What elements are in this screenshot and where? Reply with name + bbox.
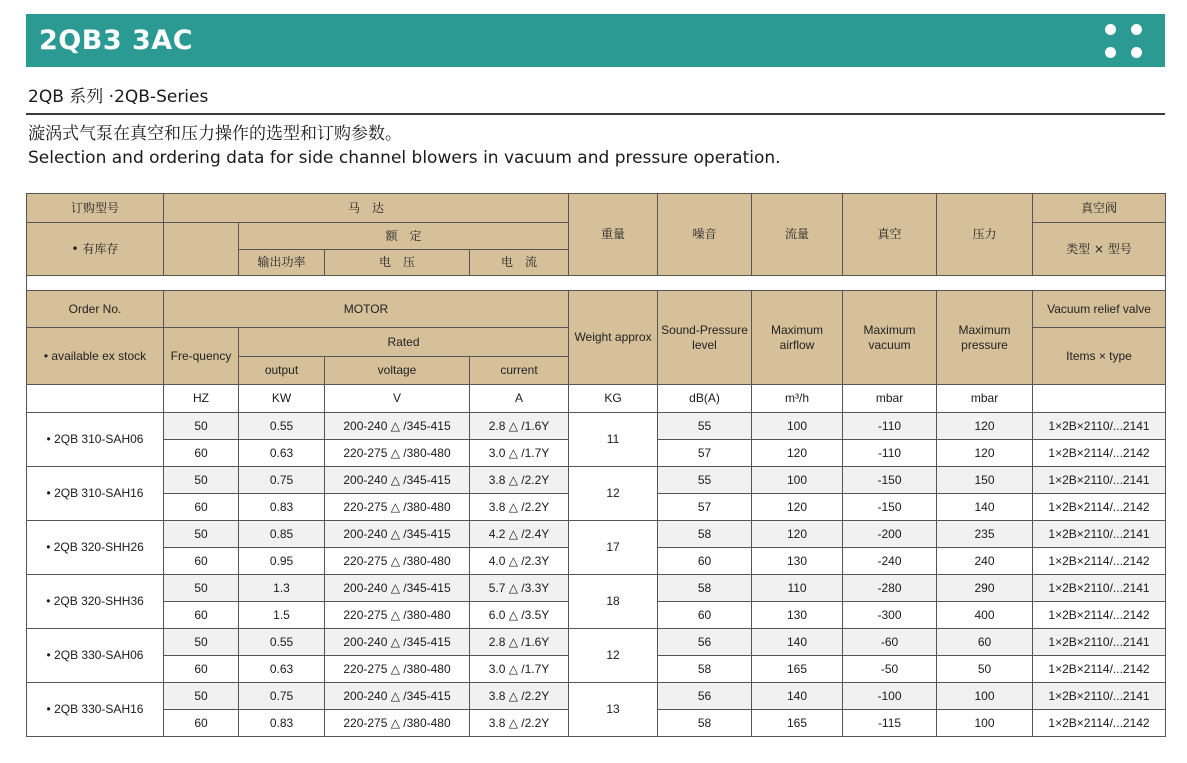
cell-voltage: 220-275 △ /380-480 bbox=[325, 656, 470, 683]
model-name: • 2QB 320-SHH26 bbox=[27, 521, 164, 575]
cell-voltage: 200-240 △ /345-415 bbox=[325, 521, 470, 548]
en-header-sound: Sound-Pressure level bbox=[658, 291, 752, 385]
cn-header-motor: 马 达 bbox=[164, 194, 569, 223]
cn-header-vacuum: 真空 bbox=[843, 194, 937, 276]
cell-airflow: 165 bbox=[752, 656, 843, 683]
cell-pressure: 150 bbox=[937, 467, 1033, 494]
cell-pressure: 100 bbox=[937, 710, 1033, 737]
cell-airflow: 140 bbox=[752, 629, 843, 656]
cn-header-frequency-blank bbox=[164, 223, 239, 276]
en-header-available: • available ex stock bbox=[27, 328, 164, 385]
cell-sound: 56 bbox=[658, 629, 752, 656]
en-header-frequency: Fre-quency bbox=[164, 328, 239, 385]
cell-frequency: 50 bbox=[164, 683, 239, 710]
cell-vacuum: -240 bbox=[843, 548, 937, 575]
title-banner bbox=[26, 14, 1165, 67]
cell-valve: 1×2B×2110/...2141 bbox=[1033, 467, 1166, 494]
en-header-voltage: voltage bbox=[325, 357, 470, 385]
cell-weight: 13 bbox=[569, 683, 658, 737]
cell-voltage: 200-240 △ /345-415 bbox=[325, 575, 470, 602]
model-name: • 2QB 310-SAH16 bbox=[27, 467, 164, 521]
table-row bbox=[27, 521, 1166, 548]
table-row bbox=[27, 575, 1166, 602]
cell-output: 0.95 bbox=[239, 548, 325, 575]
cell-frequency: 50 bbox=[164, 575, 239, 602]
cell-valve: 1×2B×2114/...2142 bbox=[1033, 548, 1166, 575]
cell-frequency: 50 bbox=[164, 467, 239, 494]
unit-vacuum: mbar bbox=[843, 385, 937, 413]
en-header-current: current bbox=[470, 357, 569, 385]
cell-valve: 1×2B×2110/...2141 bbox=[1033, 683, 1166, 710]
cn-header-available: • 有库存 bbox=[27, 223, 164, 276]
cell-pressure: 100 bbox=[937, 683, 1033, 710]
cell-output: 1.5 bbox=[239, 602, 325, 629]
cell-airflow: 120 bbox=[752, 440, 843, 467]
cn-header-rated: 额 定 bbox=[239, 223, 569, 250]
cell-frequency: 60 bbox=[164, 602, 239, 629]
cell-frequency: 60 bbox=[164, 440, 239, 467]
en-header-pressure: Maximum pressure bbox=[937, 291, 1033, 385]
cell-weight: 11 bbox=[569, 413, 658, 467]
cell-pressure: 235 bbox=[937, 521, 1033, 548]
cell-weight: 12 bbox=[569, 467, 658, 521]
cell-valve: 1×2B×2114/...2142 bbox=[1033, 710, 1166, 737]
unit-freq: HZ bbox=[164, 385, 239, 413]
cell-sound: 58 bbox=[658, 656, 752, 683]
en-header-output: output bbox=[239, 357, 325, 385]
en-header-valve: Vacuum relief valve bbox=[1033, 291, 1166, 328]
en-header-airflow: Maximum airflow bbox=[752, 291, 843, 385]
cell-vacuum: -300 bbox=[843, 602, 937, 629]
dots-icon bbox=[1105, 24, 1143, 58]
cn-header-order-no: 订购型号 bbox=[27, 194, 164, 223]
cell-weight: 18 bbox=[569, 575, 658, 629]
cell-airflow: 110 bbox=[752, 575, 843, 602]
cell-sound: 58 bbox=[658, 575, 752, 602]
cell-airflow: 165 bbox=[752, 710, 843, 737]
model-name: • 2QB 330-SAH06 bbox=[27, 629, 164, 683]
cell-frequency: 60 bbox=[164, 548, 239, 575]
cell-output: 0.75 bbox=[239, 683, 325, 710]
cell-output: 0.83 bbox=[239, 494, 325, 521]
cell-voltage: 200-240 △ /345-415 bbox=[325, 413, 470, 440]
cell-current: 6.0 △ /3.5Y bbox=[470, 602, 569, 629]
cell-vacuum: -100 bbox=[843, 683, 937, 710]
header-spacer bbox=[27, 276, 1166, 291]
cell-vacuum: -150 bbox=[843, 467, 937, 494]
cell-current: 3.0 △ /1.7Y bbox=[470, 440, 569, 467]
cell-airflow: 120 bbox=[752, 521, 843, 548]
cell-vacuum: -60 bbox=[843, 629, 937, 656]
cell-pressure: 50 bbox=[937, 656, 1033, 683]
cell-frequency: 50 bbox=[164, 521, 239, 548]
cell-output: 0.55 bbox=[239, 413, 325, 440]
model-name: • 2QB 320-SHH36 bbox=[27, 575, 164, 629]
cn-header-pressure: 压力 bbox=[937, 194, 1033, 276]
cell-frequency: 60 bbox=[164, 710, 239, 737]
description-en: Selection and ordering data for side channel blowers in vacuum and pressure operation. bbox=[28, 148, 781, 168]
unit-pressure: mbar bbox=[937, 385, 1033, 413]
cell-voltage: 220-275 △ /380-480 bbox=[325, 494, 470, 521]
table-row bbox=[27, 629, 1166, 656]
unit-blank bbox=[27, 385, 164, 413]
cell-current: 2.8 △ /1.6Y bbox=[470, 629, 569, 656]
cell-pressure: 140 bbox=[937, 494, 1033, 521]
cell-valve: 1×2B×2110/...2141 bbox=[1033, 575, 1166, 602]
cell-vacuum: -150 bbox=[843, 494, 937, 521]
unit-weight: KG bbox=[569, 385, 658, 413]
unit-airflow: m³/h bbox=[752, 385, 843, 413]
divider bbox=[26, 113, 1165, 115]
spec-table bbox=[26, 193, 1166, 737]
cell-valve: 1×2B×2110/...2141 bbox=[1033, 629, 1166, 656]
cell-current: 2.8 △ /1.6Y bbox=[470, 413, 569, 440]
cell-sound: 58 bbox=[658, 710, 752, 737]
cn-header-output: 输出功率 bbox=[239, 250, 325, 276]
cell-pressure: 120 bbox=[937, 413, 1033, 440]
cell-valve: 1×2B×2114/...2142 bbox=[1033, 494, 1166, 521]
cell-vacuum: -110 bbox=[843, 413, 937, 440]
cell-sound: 56 bbox=[658, 683, 752, 710]
cn-header-valve-type: 类型 × 型号 bbox=[1033, 223, 1166, 276]
cn-header-flow: 流量 bbox=[752, 194, 843, 276]
cell-output: 0.83 bbox=[239, 710, 325, 737]
cn-header-voltage: 电 压 bbox=[325, 250, 470, 276]
cell-current: 4.2 △ /2.4Y bbox=[470, 521, 569, 548]
unit-current: A bbox=[470, 385, 569, 413]
unit-valve-blank bbox=[1033, 385, 1166, 413]
cell-voltage: 200-240 △ /345-415 bbox=[325, 683, 470, 710]
cn-header-weight: 重量 bbox=[569, 194, 658, 276]
cn-header-noise: 噪音 bbox=[658, 194, 752, 276]
cell-pressure: 400 bbox=[937, 602, 1033, 629]
cell-frequency: 60 bbox=[164, 656, 239, 683]
en-header-weight: Weight approx bbox=[569, 291, 658, 385]
unit-voltage: V bbox=[325, 385, 470, 413]
cell-airflow: 130 bbox=[752, 602, 843, 629]
cell-voltage: 220-275 △ /380-480 bbox=[325, 710, 470, 737]
cell-output: 0.63 bbox=[239, 440, 325, 467]
cell-current: 3.8 △ /2.2Y bbox=[470, 710, 569, 737]
cell-output: 0.75 bbox=[239, 467, 325, 494]
en-header-rated: Rated bbox=[239, 328, 569, 357]
model-name: • 2QB 310-SAH06 bbox=[27, 413, 164, 467]
cell-sound: 58 bbox=[658, 521, 752, 548]
cell-airflow: 100 bbox=[752, 413, 843, 440]
cell-vacuum: -50 bbox=[843, 656, 937, 683]
en-header-vacuum: Maximum vacuum bbox=[843, 291, 937, 385]
cell-weight: 17 bbox=[569, 521, 658, 575]
cell-pressure: 290 bbox=[937, 575, 1033, 602]
cell-valve: 1×2B×2114/...2142 bbox=[1033, 656, 1166, 683]
cn-header-valve: 真空阀 bbox=[1033, 194, 1166, 223]
cell-sound: 55 bbox=[658, 467, 752, 494]
cell-frequency: 50 bbox=[164, 413, 239, 440]
cell-voltage: 200-240 △ /345-415 bbox=[325, 629, 470, 656]
cell-output: 0.55 bbox=[239, 629, 325, 656]
cell-valve: 1×2B×2114/...2142 bbox=[1033, 440, 1166, 467]
cell-voltage: 220-275 △ /380-480 bbox=[325, 602, 470, 629]
cell-valve: 1×2B×2110/...2141 bbox=[1033, 521, 1166, 548]
cell-airflow: 120 bbox=[752, 494, 843, 521]
cell-output: 0.63 bbox=[239, 656, 325, 683]
en-header-order-no: Order No. bbox=[27, 291, 164, 328]
en-header-motor: MOTOR bbox=[164, 291, 569, 328]
cell-frequency: 50 bbox=[164, 629, 239, 656]
description-cn: 漩涡式气泵在真空和压力操作的选型和订购参数。 bbox=[28, 124, 402, 144]
cell-sound: 60 bbox=[658, 548, 752, 575]
cell-current: 3.0 △ /1.7Y bbox=[470, 656, 569, 683]
model-name: • 2QB 330-SAH16 bbox=[27, 683, 164, 737]
cell-vacuum: -280 bbox=[843, 575, 937, 602]
cell-output: 0.85 bbox=[239, 521, 325, 548]
series-label: 2QB 系列 ·2QB-Series bbox=[28, 87, 209, 107]
cn-header-current: 电 流 bbox=[470, 250, 569, 276]
cell-current: 3.8 △ /2.2Y bbox=[470, 467, 569, 494]
cell-sound: 57 bbox=[658, 494, 752, 521]
cell-vacuum: -200 bbox=[843, 521, 937, 548]
cell-airflow: 100 bbox=[752, 467, 843, 494]
cell-vacuum: -115 bbox=[843, 710, 937, 737]
cell-frequency: 60 bbox=[164, 494, 239, 521]
cell-output: 1.3 bbox=[239, 575, 325, 602]
cell-airflow: 140 bbox=[752, 683, 843, 710]
cell-voltage: 220-275 △ /380-480 bbox=[325, 548, 470, 575]
table-row bbox=[27, 683, 1166, 710]
unit-output: KW bbox=[239, 385, 325, 413]
cell-voltage: 200-240 △ /345-415 bbox=[325, 467, 470, 494]
cell-weight: 12 bbox=[569, 629, 658, 683]
cell-sound: 57 bbox=[658, 440, 752, 467]
cell-pressure: 120 bbox=[937, 440, 1033, 467]
cell-current: 3.8 △ /2.2Y bbox=[470, 683, 569, 710]
cell-valve: 1×2B×2110/...2141 bbox=[1033, 413, 1166, 440]
cell-vacuum: -110 bbox=[843, 440, 937, 467]
cell-sound: 55 bbox=[658, 413, 752, 440]
table-row bbox=[27, 413, 1166, 440]
en-header-valve-type: Items × type bbox=[1033, 328, 1166, 385]
unit-sound: dB(A) bbox=[658, 385, 752, 413]
page-title: 2QB3 3AC bbox=[39, 25, 194, 56]
cell-valve: 1×2B×2114/...2142 bbox=[1033, 602, 1166, 629]
table-row bbox=[27, 467, 1166, 494]
cell-pressure: 240 bbox=[937, 548, 1033, 575]
cell-voltage: 220-275 △ /380-480 bbox=[325, 440, 470, 467]
cell-current: 3.8 △ /2.2Y bbox=[470, 494, 569, 521]
cell-current: 4.0 △ /2.3Y bbox=[470, 548, 569, 575]
cell-pressure: 60 bbox=[937, 629, 1033, 656]
cell-current: 5.7 △ /3.3Y bbox=[470, 575, 569, 602]
cell-sound: 60 bbox=[658, 602, 752, 629]
cell-airflow: 130 bbox=[752, 548, 843, 575]
